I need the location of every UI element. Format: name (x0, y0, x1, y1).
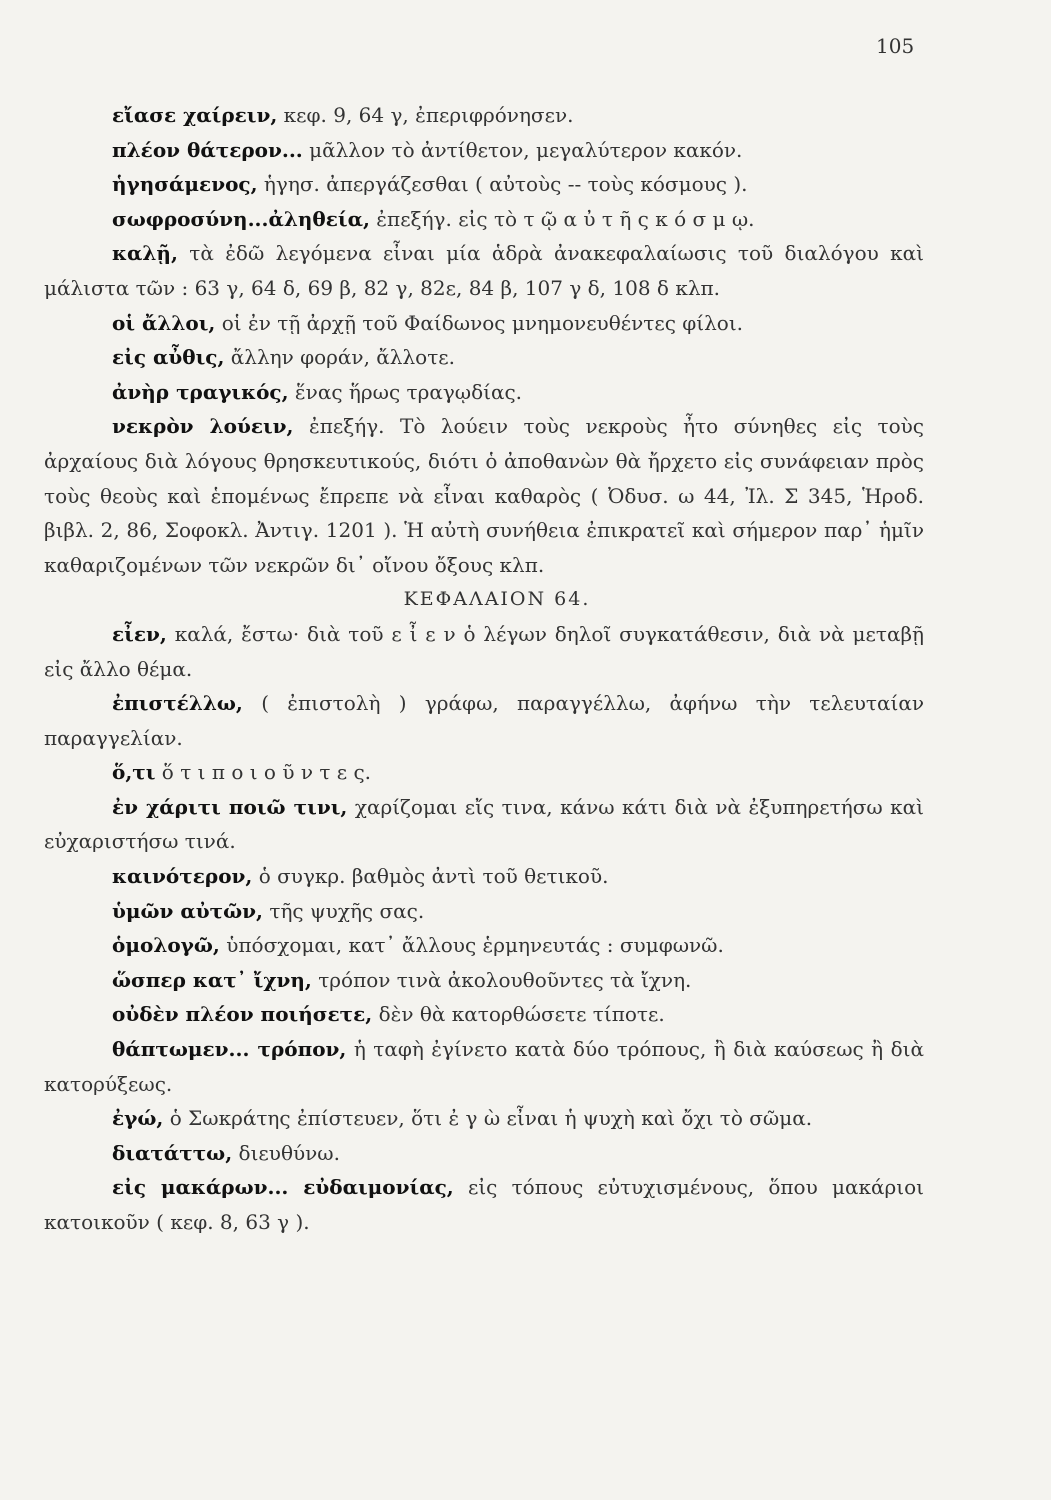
entry-gloss: ἕνας ἥρως τραγῳδίας. (288, 379, 523, 404)
entry-term: ἐπιστέλλω, (112, 691, 243, 716)
entry-2-7 (44, 928, 924, 963)
entry-term: θάπτωμεν... τρόπον, (112, 1037, 347, 1062)
entry-term: ἀνὴρ τραγικός, (112, 379, 289, 404)
entry-gloss: ὁ Σωκράτης ἐπίστευεν, ὅτι ἐ γ ὼ εἶναι ἡ ψυχὴ καὶ ὄχι τὸ σῶμα. (163, 1106, 813, 1131)
entry-term: πλέον θάτερον... (112, 137, 303, 162)
entry-term: καινότερον, (112, 864, 253, 889)
entry-1-1 (44, 98, 924, 133)
entry-term: ἡγησάμενος, (112, 172, 258, 197)
entry-term: οἱ ἄλλοι, (112, 310, 216, 335)
entry-1-2 (44, 133, 924, 168)
entry-gloss: εἰς τόπους εὐτυχισμένους, ὅπου μακάριοι κατοικοῦν ( κεφ. 8, 63 γ ). (44, 1175, 924, 1234)
entry-gloss: ὑπόσχομαι, κατ᾽ ἄλλους ἑρμηνευτάς : συμφωνῶ. (219, 933, 724, 958)
entry-term: ὁμολογῶ, (112, 933, 220, 958)
chapter-heading: ΚΕΦΑΛΑΙΟΝ 64. (403, 588, 591, 611)
entry-term: οὐδὲν πλέον ποιήσετε, (112, 1002, 373, 1027)
entry-1-7 (44, 340, 924, 375)
entry-2-8 (44, 963, 924, 998)
entry-gloss: ἡγησ. ἀπεργάζεσθαι ( αὐτοὺς -- τοὺς κόσμους ). (257, 172, 748, 197)
text-body (44, 98, 924, 1240)
entry-2-12 (44, 1136, 924, 1171)
entry-gloss: ἐπεξήγ. Τὸ λούειν τοὺς νεκροὺς ἦτο σύνηθες εἰς τοὺς ἀρχαίους διὰ λόγους θρησκευτικούς, διότι ὁ ἀποθανὼν θὰ ἤρχετο εἰς συνάφειαν πρὸς τοὺς θεοὺς καὶ ἑπομένως ἔπρεπε νὰ εἶναι καθαρὸς ( Ὀδυσ. ω 44, Ἰλ. Σ 345, Ἡροδ. βιβλ. 2, 86, Σοφοκλ. Ἀντιγ. 1201 ). Ἡ αὐτὴ συνήθεια ἐπικρατεῖ καὶ σήμερον παρ᾽ ἡμῖν καθαριζομένων τῶν νεκρῶν δι᾽ οἴνου ὄξους κλπ. (44, 414, 924, 577)
entry-1-9 (44, 409, 924, 582)
entry-term: καλῇ, (112, 241, 178, 266)
entry-gloss: τὰ ἐδῶ λεγόμενα εἶναι μία ἁδρὰ ἀνακεφαλαίωσις τοῦ διαλόγου καὶ μάλιστα τῶν : 63 γ, 64 δ, 69 β, 82 γ, 82ε, 84 β, 107 γ δ, 108 δ κλπ. (44, 241, 924, 300)
entry-term: ὥσπερ κατ᾽ ἴχνη, (112, 967, 312, 992)
entry-gloss: ὁ συγκρ. βαθμὸς ἀντὶ τοῦ θετικοῦ. (252, 864, 609, 889)
entry-term: σωφροσύνη...ἀληθεία, (112, 206, 370, 231)
entry-term: εἴασε χαίρειν, (112, 103, 278, 127)
entry-2-5 (44, 859, 924, 894)
entry-2-3 (44, 755, 924, 790)
entry-term: διατάττω, (112, 1140, 233, 1165)
entry-gloss: μᾶλλον τὸ ἀντίθετον, μεγαλύτερον κακόν. (302, 137, 743, 162)
entry-gloss: ἄλλην φοράν, ἄλλοτε. (224, 345, 455, 370)
entry-2-9 (44, 997, 924, 1032)
entry-2-6 (44, 894, 924, 929)
entry-2-11 (44, 1101, 924, 1136)
entry-2-13 (44, 1170, 924, 1239)
entry-gloss: κεφ. 9, 64 γ, ἐπεριφρόνησεν. (277, 103, 574, 127)
entry-gloss: τρόπον τινὰ ἀκολουθοῦντες τὰ ἴχνη. (311, 967, 692, 992)
entry-1-4 (44, 202, 924, 237)
entry-term: ἐγώ, (112, 1106, 164, 1131)
entry-gloss: καλά, ἔστω· διὰ τοῦ ε ἶ ε ν ὁ λέγων δηλοῖ συγκατάθεσιν, διὰ νὰ μεταβῇ εἰς ἄλλο θέμα. (44, 621, 924, 681)
entry-term: ὅ,τι (112, 760, 156, 785)
entry-1-3 (44, 167, 924, 202)
entry-term: ὑμῶν αὐτῶν, (112, 898, 264, 923)
entry-2-2 (44, 686, 924, 755)
entry-term: εἰς μακάρων... εὐδαιμονίας, (112, 1175, 454, 1200)
entry-gloss: χαρίζομαι εἴς τινα, κάνω κάτι διὰ νὰ ἐξυπηρετήσω καὶ εὐχαριστήσω τινά. (44, 794, 924, 854)
entry-2-1 (44, 617, 924, 686)
entry-2-10 (44, 1032, 924, 1101)
entry-gloss: ἐπεξήγ. εἰς τὸ τ ῷ α ὐ τ ῆ ς κ ό σ μ ῳ. (369, 206, 755, 231)
entry-gloss: ὅ τ ι π ο ι ο ῦ ν τ ε ς. (155, 760, 372, 785)
page-number: 105 (876, 34, 915, 58)
entry-gloss: ( ἐπιστολὴ ) γράφω, παραγγέλλω, ἀφήνω τὴν τελευταίαν παραγγελίαν. (44, 691, 924, 750)
entry-2-4 (44, 790, 924, 859)
entry-gloss: ἡ ταφὴ ἐγίνετο κατὰ δύο τρόπους, ἢ διὰ καύσεως ἢ διὰ κατορύξεως. (44, 1037, 925, 1096)
entry-1-5 (44, 236, 924, 305)
entry-1-6 (44, 306, 924, 341)
entry-gloss: τῆς ψυχῆς σας. (263, 898, 425, 923)
entry-gloss: διευθύνω. (232, 1140, 340, 1165)
entry-term: νεκρὸν λούειν, (112, 414, 294, 439)
entry-1-8 (44, 375, 924, 410)
entry-term: εἶεν, (112, 621, 167, 646)
entry-gloss: οἱ ἐν τῇ ἀρχῇ τοῦ Φαίδωνος μνημονευθέντες φίλοι. (215, 310, 744, 335)
entry-term: ἐν χάριτι ποιῶ τινι, (112, 794, 348, 819)
entry-gloss: δὲν θὰ κατορθώσετε τίποτε. (372, 1002, 665, 1027)
entry-term: εἰς αὖθις, (112, 345, 225, 370)
